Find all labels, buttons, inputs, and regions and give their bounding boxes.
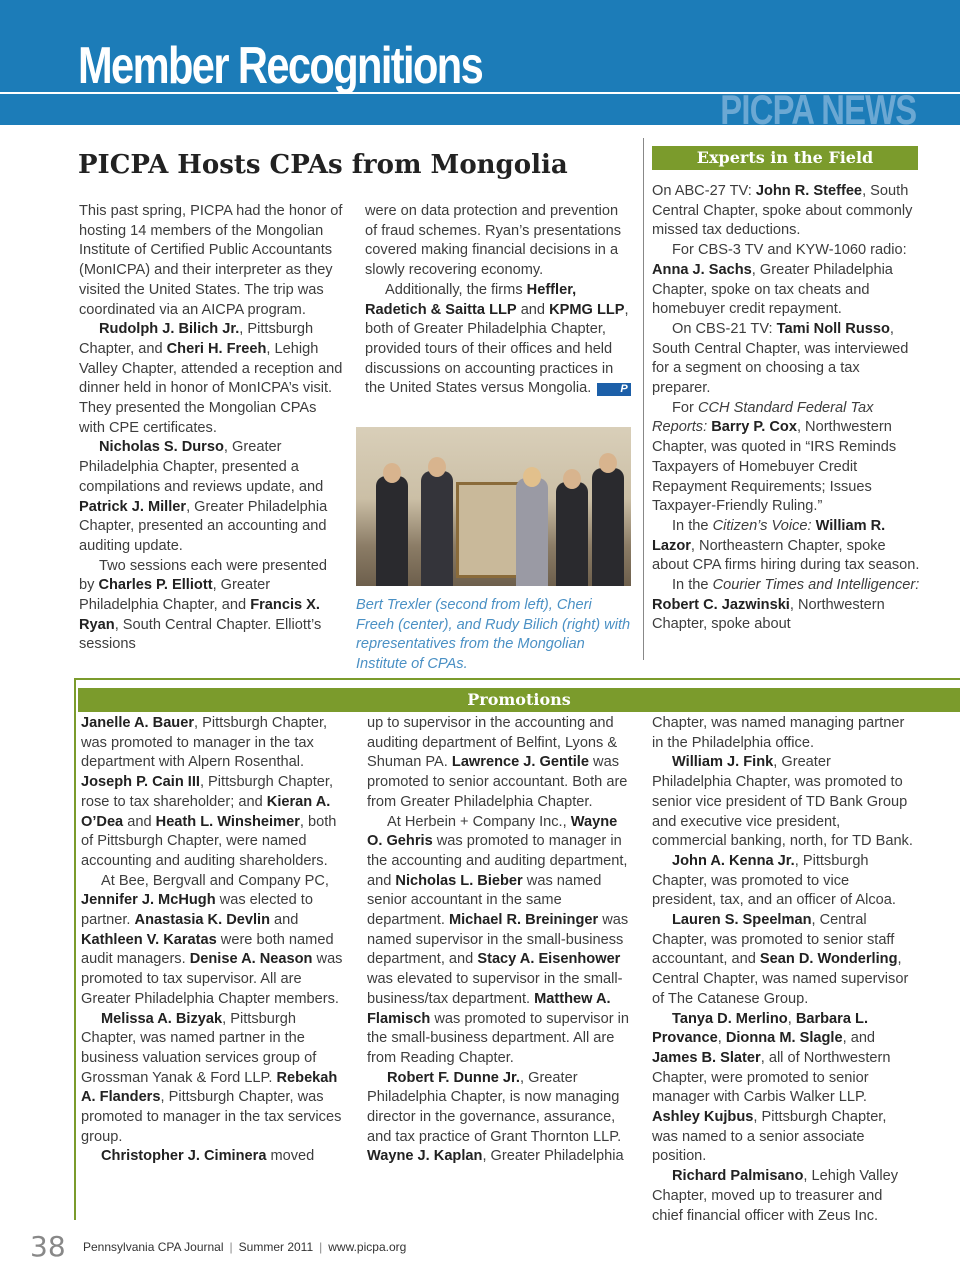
member-name: James B. Slater [652,1049,761,1066]
text-run: For [672,399,698,416]
text-run: and [270,912,299,929]
member-name: Kathleen V. Karatas [81,931,217,948]
member-name: Dionna M. Slagle [725,1030,843,1047]
member-name: Tami Noll Russo [776,320,890,337]
member-name: Robert F. Dunne Jr. [387,1069,520,1086]
text-run: , Northeastern Chapter, spoke about CPA firms hiring during tax season. [652,537,920,574]
text-run: were on data protection and prevention of fraud schemes. Ryan’s presentations covered making financial decisions in a slowly recovering economy. [365,203,622,279]
member-name: Michael R. Breininger [448,912,599,929]
text-run: , and [842,1030,876,1047]
member-name: Wayne J. Kaplan [367,1148,483,1165]
text-run: , Greater Philadelphia [482,1148,624,1165]
text-run: , both of Pittsburgh Chapter, were named accounting and auditing shareholders. [81,813,337,869]
member-name: Cheri H. Freeh [166,340,267,357]
text-run: In the [672,517,713,534]
publication-name: Courier Times and Intelligencer: [712,577,920,594]
text-run: , Central Chapter, was named supervisor of The Catanese Group. [652,951,909,1007]
paragraph [652,852,914,911]
text-run: , Lehigh Valley Chapter, moved up to treasurer and chief financial officer with Zeus Inc. [652,1168,899,1224]
text-run: , Central Chapter, was promoted to senior staff accountant, and [652,912,895,968]
text-run: This past spring, PICPA had the honor of hosting 14 members of the Mongolian Institute of Certified Public Accountants (MonICPA) and their interpreter as they visited the United States. The trip was coordinated via an AICPA program. [79,203,343,318]
text-run: was promoted to supervisor in the small-business department. All are from Reading Chapter. [367,1010,629,1066]
end-mark-icon: P [597,383,630,396]
text-run: , Pittsburgh Chapter, was promoted to vice president, tax, and an officer of Alcoa. [652,852,896,909]
paragraph [652,517,920,576]
promotions-column-2 [367,714,635,1167]
paragraph [367,1069,635,1168]
text-run: At Bee, Bergvall and Company PC, [101,872,329,889]
text-run: , Pittsburgh Chapter, was promoted to manager in the tax services group. [81,1089,342,1145]
text-run: Chapter, was named managing partner in the Philadelphia office. [652,715,905,751]
experts-heading: Experts in the Field [652,146,918,170]
photo-person [376,476,408,586]
member-name: Anastasia K. Devlin [134,912,270,929]
photo-caption: Bert Trexler (second from left), Cheri Freeh (center), and Rudy Bilich (right) with representatives from the Mongolian Institute of CPAs. [356,597,631,673]
photo-head [523,467,541,487]
member-name: Sean D. Wonderling [759,951,898,968]
member-name: Barry P. Cox [711,419,797,436]
member-name: Francis X. Ryan [79,597,320,633]
member-name: Robert C. Jazwinski [652,596,790,613]
paragraph [652,399,920,517]
member-name: Tanya D. Merlino [672,1010,788,1027]
member-name: Lawrence J. Gentile [451,754,589,771]
text-run: was elected to partner. [81,892,313,929]
text-run: moved [266,1148,315,1165]
member-name: Charles P. Elliott [98,577,213,594]
text-run: , [787,1010,796,1027]
text-run: was elevated to supervisor in the small-business/tax department. [367,971,623,1007]
text-run: , Greater Philadelphia Chapter, and [79,577,271,614]
photo-person [592,468,624,586]
text-run: , Pittsburgh Chapter, was named to a senior associate position. [652,1109,887,1165]
paragraph [365,202,633,281]
text-run: was promoted to senior accountant. Both are from Greater Philadelphia Chapter. [367,754,628,810]
text-run: were both named audit managers. [81,931,334,968]
promotions-heading: Promotions [78,688,960,712]
paragraph [652,182,920,241]
member-name: Barbara L. Provance [652,1010,868,1047]
photo-person [516,478,548,586]
paragraph [652,753,914,852]
member-name: Jennifer J. McHugh [81,892,216,909]
article-column-1 [79,202,345,655]
text-run: and [123,813,156,830]
text-run: , South Central Chapter. Elliott’s sessions [79,616,322,653]
section-title: Member Recognitions [78,37,483,95]
paragraph [365,281,633,399]
journal-name: Pennsylvania CPA Journal [83,1240,224,1254]
text-run: , Greater Philadelphia Chapter, is now managing director in the governance, assurance, and tax practice of Grant Thornton LLP. [367,1069,622,1145]
text-run: was promoted to manager in the accounting and auditing department, and [367,833,628,889]
member-name: Christopher J. Ciminera [101,1148,267,1165]
text-run: Two sessions each were presented by [79,557,327,594]
member-name: Stacy A. Eisenhower [477,951,621,968]
group-photo [356,427,631,586]
paragraph [652,1010,914,1168]
member-name: Nicholas S. Durso [99,439,224,456]
photo-tapestry [456,482,522,578]
member-name: Heffler, Radetich & Saitta LLP [365,281,577,318]
member-name: Nicholas L. Bieber [395,872,523,889]
paragraph [652,714,914,753]
member-name: John R. Steffee [755,183,863,199]
page-number: 38 [30,1230,66,1263]
text-run: , Greater Philadelphia Chapter, presented a compilations and reviews update, and [79,439,324,495]
paragraph [79,557,345,656]
paragraph [79,438,345,556]
photo-person [421,471,453,586]
text-run: On CBS-21 TV: [672,320,777,337]
publication-name: CCH Standard Federal Tax Reports: [652,399,874,436]
paragraph [652,241,920,320]
paragraph [81,714,347,872]
text-run: was promoted to tax supervisor. All are Greater Philadelphia Chapter members. [81,951,343,1007]
footer: Pennsylvania CPA Journal | Summer 2011 | www.picpa.org [83,1240,407,1254]
member-name: KPMG LLP [549,301,625,318]
member-name: Janelle A. Bauer [81,715,195,731]
photo-head [428,457,446,477]
publication-name: Citizen’s Voice: [712,517,812,534]
paragraph [81,872,347,1010]
member-name: Ashley Kujbus [652,1109,754,1126]
promotions-column-3 [652,714,914,1226]
text-run: , Greater Philadelphia Chapter, presented an accounting and auditing update. [79,498,328,554]
paragraph [652,320,920,399]
text-run: , South Central Chapter, spoke about commonly missed tax deductions. [652,183,913,239]
text-run: , all of Northwestern Chapter, were promoted to senior manager with Carbis Walker LLP. [652,1049,891,1106]
photo-head [563,469,581,489]
issue-date: Summer 2011 [238,1240,314,1254]
member-name: Matthew A. Flamisch [367,990,611,1027]
member-name: Melissa A. Bizyak [101,1010,223,1027]
text-run: , Pittsburgh Chapter, and [79,321,314,357]
text-run: was named supervisor in the small-business department, and [367,912,629,968]
text-run: up to supervisor in the accounting and auditing department of Belfint, Lyons & Shuman PA. [367,715,618,771]
text-run: For CBS-3 TV and KYW-1060 radio: [672,242,907,259]
text-run: was named senior accountant in the same department. [367,872,602,929]
member-name: Heath L. Winsheimer [155,813,300,830]
paragraph [81,1010,347,1148]
text-run: , Lehigh Valley Chapter, attended a reception and dinner held in honor of MonICPA’s visit. They presented the Mongolian CPAs with CPE certificates. [79,340,343,436]
text-run: , both of Greater Philadelphia Chapter, provided tours of their offices and held discussions on accounting practices in the United States versus Mongolia. [365,301,629,397]
website-link[interactable]: www.picpa.org [328,1240,407,1254]
text-run: On ABC-27 TV: [652,183,756,199]
text-run: , [717,1030,726,1047]
text-run: , Pittsburgh Chapter, was promoted to manager in the tax department with Alpern Rosenthal. [81,715,328,771]
paragraph [79,202,345,320]
paragraph [367,813,635,1069]
text-run: , South Central Chapter, was interviewed for a segment on choosing a tax preparer. [652,320,909,397]
promotions-column-1 [81,714,347,1167]
member-name: Rudolph J. Bilich Jr. [99,321,240,338]
member-name: Denise A. Neason [189,951,313,968]
text-run: At Herbein + Company Inc., [387,813,571,830]
text-run: , Pittsburgh Chapter, was named partner in the business valuation services group of Grossman Yanak & Ford LLP. [81,1010,317,1086]
text-run: Additionally, the firms [385,281,527,298]
article-headline: PICPA Hosts CPAs from Mongolia [78,150,568,180]
text-run: and [516,301,550,318]
section-subtitle: PICPA NEWS [719,86,916,133]
member-name: John A. Kenna Jr. [672,852,795,869]
paragraph [652,576,920,635]
photo-person [556,482,588,586]
member-name: William J. Fink [672,754,774,771]
text-run: , Greater Philadelphia Chapter, was promoted to senior vice president of TD Bank Group and executive vice president, commercial banking, north, for TD Bank. [652,754,913,850]
member-name: Joseph P. Cain III [81,774,200,791]
text-run: , Pittsburgh Chapter, rose to tax shareholder; and [81,774,333,810]
paragraph [367,714,635,813]
text-run: In the [672,577,713,594]
experts-column [652,182,920,635]
paragraph [79,320,345,438]
member-name: Patrick J. Miller [79,498,187,515]
member-name: Richard Palmisano [672,1168,804,1185]
member-name: Lauren S. Speelman [672,912,812,929]
member-name: William R. Lazor [652,517,886,554]
member-name: Kieran A. O’Dea [81,793,331,830]
paragraph [652,911,914,1010]
paragraph [81,1147,347,1167]
article-column-2 [365,202,633,399]
photo-head [383,463,401,483]
text-run: , Greater Philadelphia Chapter, spoke on tax cheats and homebuyer credit repayment. [652,261,893,318]
member-name: Wayne O. Gehris [367,813,618,850]
member-name: Anna J. Sachs [652,261,752,278]
column-divider [643,138,644,660]
paragraph [652,1167,914,1226]
text-run: , Northwestern Chapter, spoke about [652,596,885,633]
member-name: Rebekah A. Flanders [81,1069,338,1106]
text-run: , Northwestern Chapter, was quoted in “IRS Reminds Taxpayers of Homebuyer Credit Repayment Requirements; Issues Taxpayer-Friendly Ruling.” [652,419,897,515]
photo-head [599,453,617,473]
